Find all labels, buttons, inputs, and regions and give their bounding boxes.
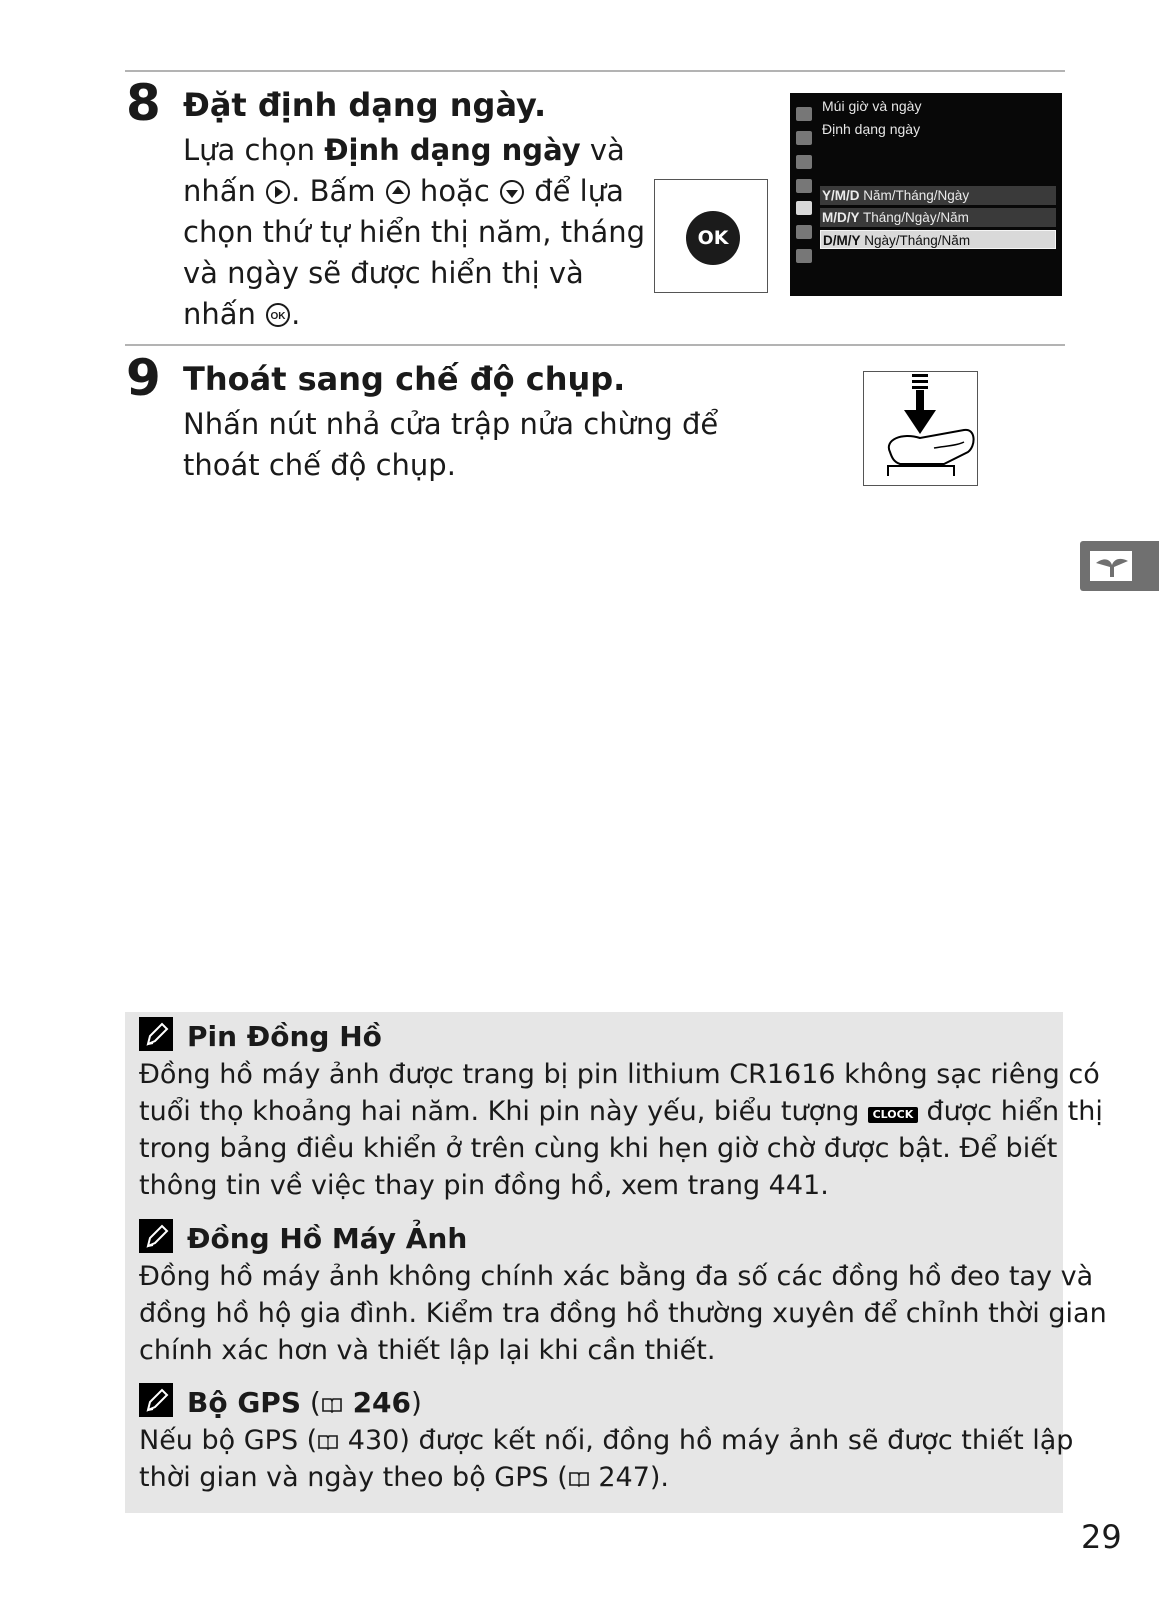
ok-button-icon: [265, 302, 291, 328]
shutter-release-illustration: [863, 371, 978, 486]
note-2-line-1: Đồng hồ máy ảnh không chính xác bằng đa số các đồng hồ đeo tay và: [139, 1261, 1094, 1292]
note-2-line-2: đồng hồ hộ gia đình. Kiểm tra đồng hồ thường xuyên để chỉnh thời gian: [139, 1298, 1107, 1329]
movie-menu-icon: [796, 155, 812, 169]
shooting-menu-icon: [796, 131, 812, 145]
step-9-line-2: thoát chế độ chụp.: [183, 448, 456, 482]
note-body: [139, 1056, 1103, 1204]
svg-text:OK: OK: [270, 311, 286, 322]
step-8-body: [183, 130, 646, 335]
step-8-number: 8: [126, 74, 160, 132]
book-reference-icon: [568, 1470, 590, 1488]
multi-selector-up-icon: [385, 179, 411, 205]
step-8-line-3: chọn thứ tự hiển thị năm, tháng: [183, 215, 646, 249]
note-1-line-3: trong bảng điều khiển ở trên cùng khi hẹn giờ chờ được bật. Để biết: [139, 1133, 1058, 1164]
camera-menu-screen: [790, 93, 1062, 296]
note-3-line-1: Nếu bộ GPS ( 430) được kết nối, đồng hồ máy ảnh sẽ được thiết lập: [139, 1425, 1074, 1456]
notes-panel: [125, 1012, 1107, 1513]
step-9-title: Thoát sang chế độ chụp.: [183, 360, 626, 398]
pencil-note-icon: [139, 1383, 173, 1417]
multi-selector-down-icon: [499, 179, 525, 205]
step-8-line-2: nhấn . Bấm hoặc để lựa: [183, 174, 624, 208]
note-1-line-2: tuổi thọ khoảng hai năm. Khi pin này yếu, biểu tượng CLOCK được hiển thị: [139, 1096, 1103, 1127]
pencil-note-icon: [139, 1017, 173, 1051]
step-divider-rule: [125, 344, 1065, 346]
step-8-line-4: và ngày sẽ được hiển thị và: [183, 256, 584, 290]
page-ref-link[interactable]: 430: [339, 1425, 400, 1456]
playback-menu-icon: [796, 107, 812, 121]
date-format-option-selected[interactable]: D/M/Y Ngày/Tháng/Năm: [820, 230, 1056, 249]
step-9-line-1: Nhấn nút nhả cửa trập nửa chừng để: [183, 407, 719, 441]
note-body: [139, 1422, 1074, 1496]
step-9-number: 9: [126, 349, 160, 407]
note-1-line-4: thông tin về việc thay pin đồng hồ, xem trang 441.: [139, 1170, 829, 1201]
screen-title: Múi giờ và ngày: [822, 98, 922, 114]
step-9-body: [183, 404, 718, 486]
custom-settings-icon: [796, 179, 812, 193]
ok-button-illustration: [654, 179, 768, 293]
note-3-line-2: thời gian và ngày theo bộ GPS ( 247).: [139, 1462, 670, 1493]
page-ref-link[interactable]: 247: [589, 1462, 650, 1493]
book-reference-icon: [321, 1396, 343, 1414]
top-rule: [125, 70, 1065, 72]
step-8-line-5: nhấn OK .: [183, 297, 301, 331]
screen-subtitle: Định dạng ngày: [822, 121, 921, 137]
note-body: [139, 1258, 1107, 1369]
setup-menu-icon: [796, 201, 812, 215]
date-format-option[interactable]: Y/M/D Năm/Tháng/Ngày: [820, 186, 1056, 205]
page-number: 29: [1081, 1518, 1122, 1556]
date-format-option[interactable]: M/D/Y Tháng/Ngày/Năm: [820, 208, 1056, 227]
shutter-release-icon: [864, 372, 977, 485]
note-3-title-ref[interactable]: 246: [342, 1386, 412, 1419]
pencil-note-icon: [139, 1219, 173, 1253]
note-title: Bộ GPS ( 246): [187, 1386, 422, 1419]
setup-tab-icon: [1080, 541, 1159, 591]
note-2-line-3: chính xác hơn và thiết lập lại khi cần thiết.: [139, 1335, 716, 1366]
clock-battery-icon: CLOCK: [868, 1107, 918, 1123]
setup-section-tab: [1080, 541, 1159, 591]
note-title: Pin Đồng Hồ: [187, 1020, 382, 1053]
ok-circle: OK: [686, 211, 740, 265]
note-title: Đồng Hồ Máy Ảnh: [187, 1222, 468, 1255]
retouch-menu-icon: [796, 225, 812, 239]
menu-sidebar: [790, 93, 818, 296]
my-menu-icon: [796, 249, 812, 263]
multi-selector-right-icon: [265, 179, 291, 205]
step-8-line-1: Lựa chọn Định dạng ngày và: [183, 133, 625, 167]
book-reference-icon: [317, 1433, 339, 1451]
note-1-line-1: Đồng hồ máy ảnh được trang bị pin lithium CR1616 không sạc riêng có: [139, 1059, 1100, 1090]
step-8-title: Đặt định dạng ngày.: [183, 86, 547, 124]
